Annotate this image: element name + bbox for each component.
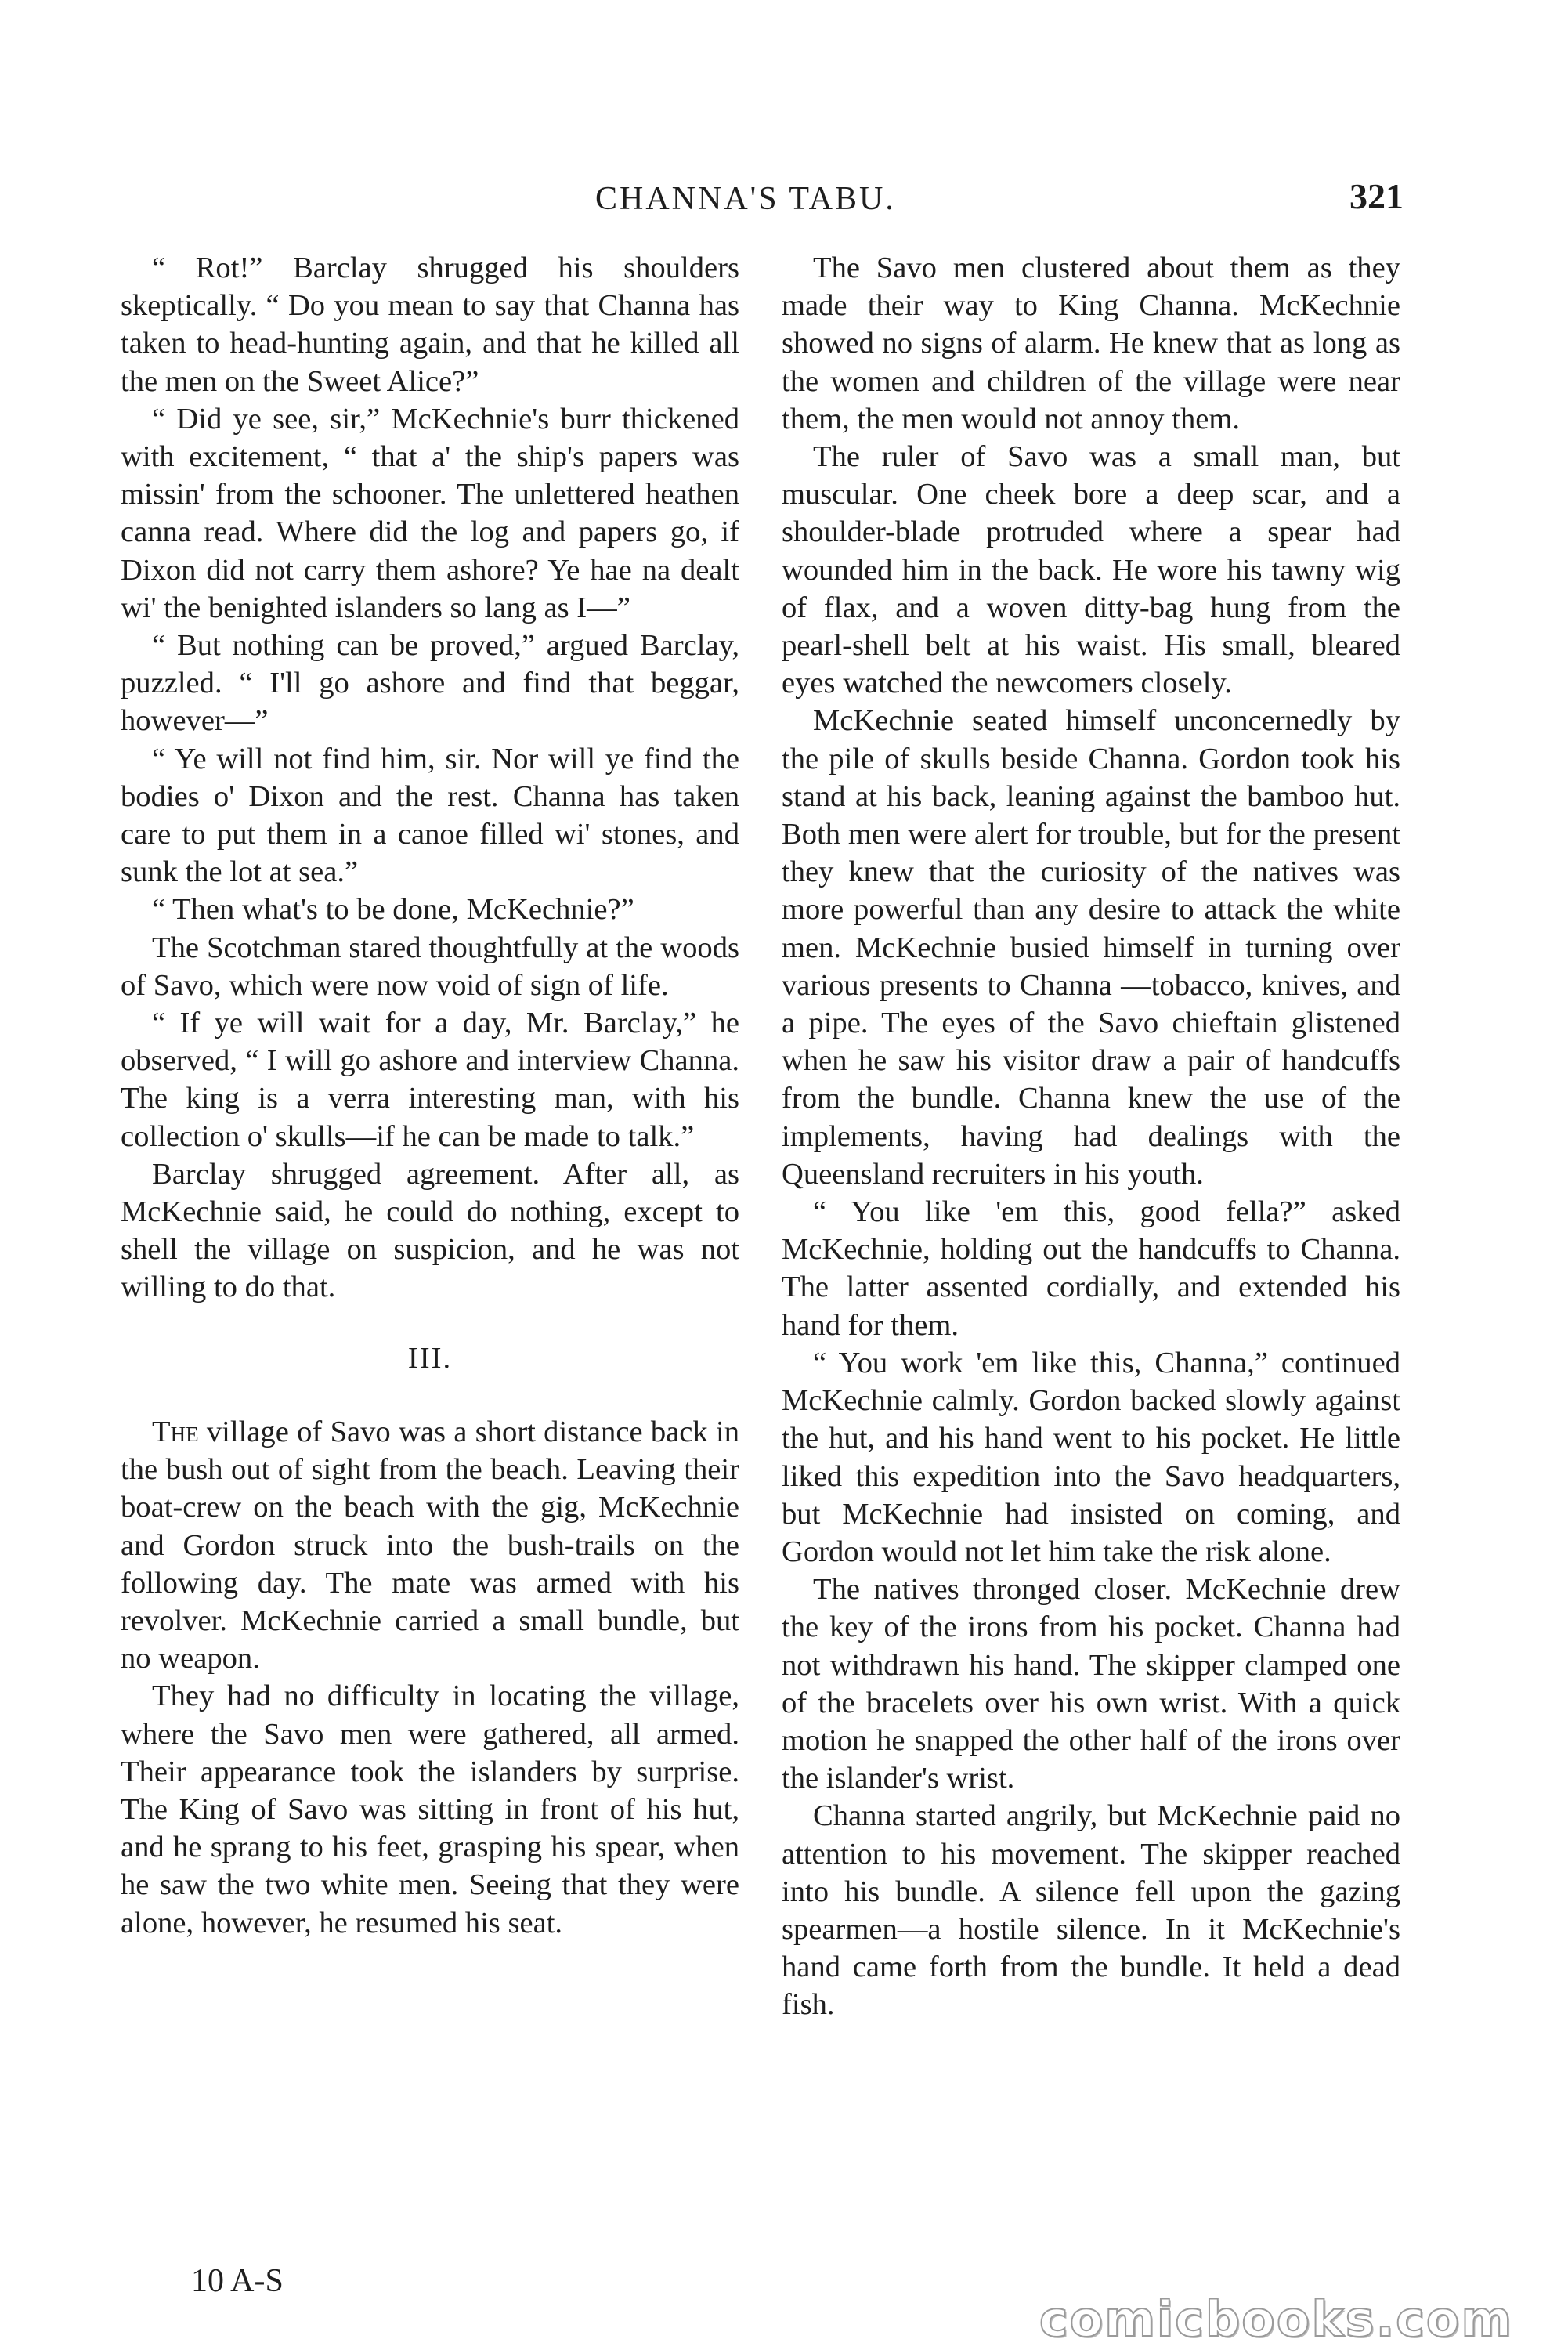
paragraph: The Savo men clustered about them as they made their way to King Channa. McKechnie showed no signs of alarm. He knew that as long as the women and children of the village were near them, the men would not annoy them. bbox=[782, 251, 1400, 436]
left-column bbox=[121, 249, 739, 1942]
paragraph: They had no difficulty in locating the village, where the Savo men were gathered, all armed. Their appearance took the islanders by surprise. The King of Savo was sitting in front of his hut, and he sprang to his feet, grasping his spear, when he saw the two white men. Seeing that they were alone, however, he resumed his seat. bbox=[121, 1679, 739, 1940]
paragraph: “ You work 'em like this, Channa,” continued McKechnie calmly. Gordon backed slowly against the hut, and his hand went to his pocket. He little liked this expedition into the Savo headquarters, but McKechnie had insisted on coming, and Gordon would not let him take the risk alone. bbox=[782, 1346, 1400, 1568]
paragraph: “ If ye will wait for a day, Mr. Barclay,” he observed, “ I will go ashore and interview Channa. The king is a verra interesting man, with his collection o' skulls—if he can be made to talk.” bbox=[121, 1007, 739, 1153]
paragraph: “ Then what's to be done, McKechnie?” bbox=[152, 893, 634, 927]
paragraph: Channa started angrily, but McKechnie paid no attention to his movement. The skipper reached into his bundle. A silence fell upon the gazing spearmen—a hostile silence. In it McKechnie's hand came forth from the bundle. It held a dead fish. bbox=[782, 1799, 1400, 2022]
signature-folio: 10 A-S bbox=[191, 2263, 284, 2299]
page-number: 321 bbox=[1349, 176, 1404, 216]
right-column bbox=[782, 249, 1400, 2024]
paragraph: “ Did ye see, sir,” McKechnie's burr thickened with excitement, “ that a' the ship's papers was missin' from the schooner. The unlettered heathen canna read. Where did the log and papers go, if Dixon did not carry them ashore? Ye hae na dealt wi' the benighted islanders so lang as I—” bbox=[121, 402, 739, 624]
paragraph: The Scotchman stared thoughtfully at the woods of Savo, which were now void of sign of life. bbox=[121, 931, 739, 1002]
paragraph: “ But nothing can be proved,” argued Barclay, puzzled. “ I'll go ashore and find that beggar, however—” bbox=[121, 629, 739, 738]
paragraph: “ Ye will not find him, sir. Nor will ye find the bodies o' Dixon and the rest. Channa has taken care to put them in a canoe filled wi' stones, and sunk the lot at sea.” bbox=[121, 742, 739, 889]
paragraph: “ You like 'em this, good fella?” asked McKechnie, holding out the handcuffs to Channa. The latter assented cordially, and extended his hand for them. bbox=[782, 1195, 1400, 1342]
running-head-title: CHANNA'S TABU. bbox=[595, 181, 896, 217]
watermark: comicbooks.com bbox=[1039, 2290, 1513, 2348]
paragraph: Barclay shrugged agreement. After all, as McKechnie said, he could do nothing, except to shell the village on suspicion, and he was not willing to do that. bbox=[121, 1157, 739, 1304]
paragraph: “ Rot!” Barclay shrugged his shoulders skeptically. “ Do you mean to say that Channa has taken to head-hunting again, and that he killed all the men on the Sweet Alice?” bbox=[121, 251, 739, 398]
paragraph: The ruler of Savo was a small man, but muscular. One cheek bore a deep scar, and a shoulder-blade protruded where a spear had wounded him in the back. He wore his tawny wig of flax, and a woven ditty-bag hung from the pearl-shell belt at his waist. His small, bleared eyes watched the newcomers closely. bbox=[782, 440, 1400, 700]
paragraph: McKechnie seated himself unconcernedly by the pile of skulls beside Channa. Gordon took his stand at his back, leaning against the bamboo hut. Both men were alert for trouble, but for the present they knew that the curiosity of the natives was more powerful than any desire to attack the white men. McKechnie busied himself in turning over various presents to Channa —tobacco, knives, and a pipe. The eyes of the Savo chieftain glistened when he saw his visitor draw a pair of handcuffs from the bundle. Channa knew the use of the implements, having had dealings with the Queensland recruiters in his youth. bbox=[782, 704, 1400, 1191]
section-opening-paragraph bbox=[121, 1413, 739, 1677]
opening-text: village of Savo was a short distance back in the bush out of sight from the beach. Leaving their boat-crew on the beach with the gig, McKechnie and Gordon struck into the bush-trails on the following day. The mate was armed with his revolver. McKechnie carried a small bundle, but no weapon. bbox=[121, 1415, 739, 1676]
paragraph: The natives thronged closer. McKechnie drew the key of the irons from his pocket. Channa had not withdrawn his hand. The skipper clamped one of the bracelets over his own wrist. With a quick motion he snapped the other half of the irons over the islander's wrist. bbox=[782, 1573, 1400, 1795]
opening-word: The bbox=[152, 1415, 199, 1448]
section-heading: III. bbox=[407, 1341, 453, 1375]
